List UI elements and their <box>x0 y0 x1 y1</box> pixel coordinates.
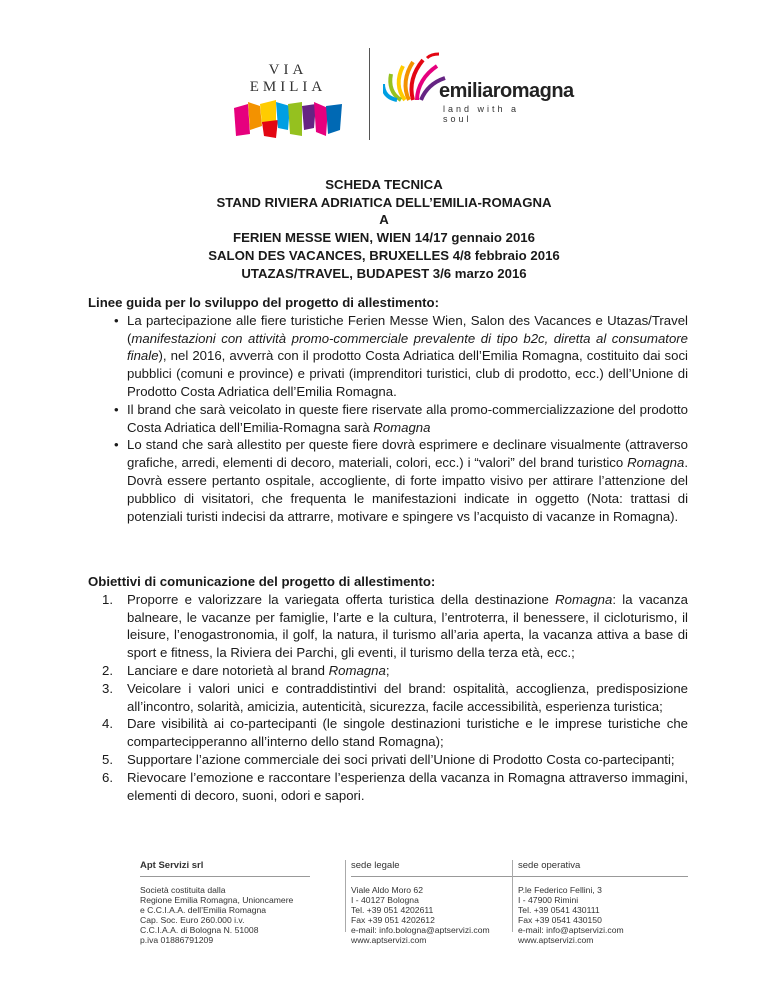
guidelines-section <box>88 294 688 525</box>
list-item <box>88 715 688 751</box>
emiliaromagna-name: emiliaromagna <box>439 80 574 102</box>
via-emilia-mosaic-icon <box>232 100 344 140</box>
list-item <box>88 751 688 769</box>
text-run: ; <box>385 662 390 678</box>
via-emilia-logo <box>232 62 344 140</box>
text-run: Il brand che sarà veicolato in queste fiere riservate alla promo-commercializzazione del prodotto Costa Adriatica dell’Emilia-Romagna sarà <box>127 401 688 435</box>
title-line-6: UTAZAS/TRAVEL, BUDAPEST 3/6 marzo 2016 <box>241 265 527 281</box>
footer-line: Fax +39 0541 430150 <box>518 915 602 925</box>
footer-line: C.C.I.A.A. di Bologna N. 51008 <box>140 925 259 935</box>
list-item <box>88 312 688 401</box>
footer-line: Tel. +39 051 4202611 <box>351 905 434 915</box>
footer-operative-office <box>518 860 688 945</box>
footer-divider <box>345 860 346 932</box>
footer-registered-office <box>351 860 521 945</box>
footer-line: p.iva 01886791209 <box>140 935 214 945</box>
objectives-section <box>88 573 688 804</box>
list-item <box>88 680 688 716</box>
list-item <box>88 436 688 525</box>
text-run: Rievocare l’emozione e raccontare l’esperienza della vacanza in Romagna attraverso immagini, elementi di decoro, suoni, odori e sapori. <box>127 769 688 803</box>
list-number: 2. <box>102 662 113 678</box>
footer-email[interactable]: e-mail: info@aptservizi.com <box>518 925 624 935</box>
text-run-italic: Romagna <box>328 662 386 678</box>
list-item <box>88 662 688 680</box>
text-run: Veicolare i valori unici e contraddistintivi del brand: ospitalità, accoglienza, predisposizione all’incontro, solarità, amicizia, autenticità, sicurezza, facile accessibilità, esperienza turistica; <box>127 680 688 714</box>
text-run-italic: manifestazioni con attività promo-commerciale prevalente di tipo b2c, diretta al consumatore finale <box>127 330 688 364</box>
footer-registered-head: sede legale <box>351 860 521 877</box>
list-number: 6. <box>102 769 113 785</box>
footer-line: P.le Federico Fellini, 3 <box>518 885 602 895</box>
objectives-heading: Obiettivi di comunicazione del progetto di allestimento: <box>88 574 436 589</box>
footer <box>0 860 768 952</box>
footer-line: Società costituita dalla <box>140 885 226 895</box>
text-run-italic: Romagna <box>627 455 685 471</box>
footer-divider <box>512 860 513 932</box>
footer-line: Regione Emilia Romagna, Unioncamere <box>140 895 294 905</box>
footer-line: Tel. +39 0541 430111 <box>518 905 600 915</box>
text-run: Lo stand che sarà allestito per queste fiere dovrà esprimere e declinare visualmente (attraverso grafiche, arredi, elementi di decoro, materiali, colori, ecc.) i “valori” del brand turistico <box>127 437 688 471</box>
list-number: 4. <box>102 716 113 732</box>
list-item <box>88 591 688 662</box>
bullet-icon: • <box>114 312 119 328</box>
emiliaromagna-tagline: land with a soul <box>443 104 520 124</box>
document-title <box>0 176 768 282</box>
footer-line: I - 40127 Bologna <box>351 895 419 905</box>
title-line-2: STAND RIVIERA ADRIATICA DELL’EMILIA-ROMAGNA <box>216 194 552 210</box>
list-number: 5. <box>102 751 113 767</box>
list-number: 1. <box>102 591 113 607</box>
guidelines-heading: Linee guida per lo sviluppo del progetto di allestimento: <box>88 295 439 310</box>
footer-line: Fax +39 051 4202612 <box>351 915 435 925</box>
footer-company <box>140 860 310 945</box>
guidelines-list <box>88 312 688 526</box>
title-line-3: A <box>379 212 389 228</box>
list-item <box>88 769 688 805</box>
text-run-italic: Romagna <box>555 591 613 607</box>
text-run: ), nel 2016, avverrà con il prodotto Costa Adriatica dell’Emilia Romagna, costituito dai soci pubblici (comuni e province) e privati (imprenditori turistici, club di prodotto, ecc.) dell’Unione di Prodotto Costa Adriatica dell’Emilia Romagna. <box>127 348 688 399</box>
text-run: Supportare l’azione commerciale dei soci privati dell’Unione di Prodotto Costa co-partecipanti; <box>127 751 675 767</box>
footer-operative-head: sede operativa <box>518 860 688 877</box>
bullet-icon: • <box>114 401 119 417</box>
footer-line: I - 47900 Rimini <box>518 895 579 905</box>
title-line-4: FERIEN MESSE WIEN, WIEN 14/17 gennaio 2016 <box>233 230 535 246</box>
text-run: Lanciare e dare notorietà al brand <box>127 662 329 678</box>
logo-divider <box>369 48 370 140</box>
footer-line: e C.C.I.A.A. dell’Emilia Romagna <box>140 905 267 915</box>
footer-line: Cap. Soc. Euro 260.000 i.v. <box>140 915 245 925</box>
bullet-icon: • <box>114 437 119 453</box>
emiliaromagna-logo <box>383 52 574 124</box>
list-number: 3. <box>102 680 113 696</box>
footer-company-head: Apt Servizi srl <box>140 860 310 877</box>
footer-website[interactable]: www.aptservizi.com <box>518 935 594 945</box>
title-line-5: SALON DES VACANCES, BRUXELLES 4/8 febbraio 2016 <box>208 247 560 263</box>
title-line-1: SCHEDA TECNICA <box>325 177 443 192</box>
list-item <box>88 401 688 437</box>
text-run: Proporre e valorizzare la variegata offerta turistica della destinazione <box>127 591 556 607</box>
text-run: Dare visibilità ai co-partecipanti (le singole destinazioni turistiche e le imprese turistiche che compartecipperanno all’interno dello stand Romagna); <box>127 716 688 750</box>
text-run-italic: Romagna <box>373 419 431 435</box>
via-emilia-logo-text: VIA EMILIA <box>249 62 327 95</box>
text-run: : la vacanza balneare, le vacanze per famiglie, l’arte e la cultura, l’entroterra, il benessere, il cicloturismo, il leisure, l’enogastronomia, il golf, la natura, il turismo all’aria aperta, la vacanza attiva a base di sport e fitness, la Riviera dei Parchi, gli eventi, il turismo della terza età, ecc.; <box>127 591 688 661</box>
text-run: . Dovrà essere pertanto ospitale, accogliente, di forte impatto visivo per attirare l’attenzione del pubblico di visitatori, che frequenta le manifestazioni indicate in oggetto (Nota: trattasi di potenziali turisti indecisi da attrarre, motivare e spingere vs l’acquisto di vacanze in Romagna). <box>127 455 688 524</box>
text-run: La partecipazione alle fiere turistiche Ferien Messe Wien, Salon des Vacances e Utazas/Travel ( <box>127 312 688 346</box>
footer-website[interactable]: www.aptservizi.com <box>351 935 427 945</box>
header-logos <box>0 40 768 140</box>
footer-line: Viale Aldo Moro 62 <box>351 885 423 895</box>
emiliaromagna-flame-icon <box>383 52 447 102</box>
footer-email[interactable]: e-mail: info.bologna@aptservizi.com <box>351 925 490 935</box>
objectives-list <box>88 591 688 805</box>
